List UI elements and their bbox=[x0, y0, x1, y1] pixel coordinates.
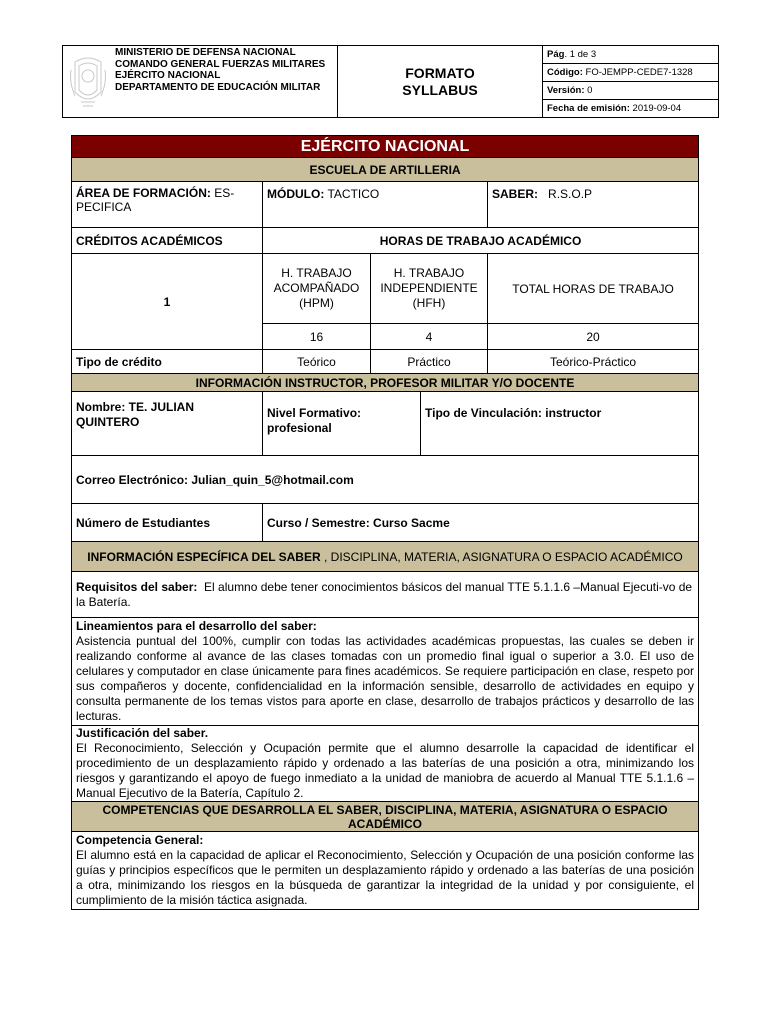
guidelines-text: Asistencia puntual del 100%, cumplir con todas las actividades académicas propuestas, las cuales se deben ir realizando conforme al avance de las clases tomadas con un promedio final igual o superior a 3.0. El uso de celulares y computador en clase únicamente para fines académicos. Se requiere participación en clase, respeto por sus compañeros y docente, confidencialidad en la información sensible, desarrollo de actividades en equipo y consulta permanente de los temas vistos para aporte en clase, desarrollo de trabajos prácticos y desarrollo de las lecturas. bbox=[76, 634, 695, 723]
specific-info-section-header bbox=[72, 542, 699, 572]
specific-info-subtitle: , DISCIPLINA, MATERIA, ASIGNATURA O ESPACIO ACADÉMICO bbox=[320, 549, 683, 564]
title-line-2: SYLLABUS bbox=[402, 81, 478, 98]
hpm-label: H. TRABAJO ACOMPAÑADO (HPM) bbox=[263, 254, 371, 324]
credit-type-theoretical: Teórico bbox=[263, 350, 371, 374]
student-count-label: Número de Estudiantes bbox=[72, 504, 263, 542]
page-value: . 1 de 3 bbox=[564, 49, 597, 60]
version-label: Versión: bbox=[547, 85, 585, 96]
hfh-label: H. TRABAJO INDEPENDIENTE (HFH) bbox=[371, 254, 488, 324]
justification-label: Justificación del saber. bbox=[76, 726, 209, 740]
module-value: TACTICO bbox=[327, 187, 380, 201]
organization-lines bbox=[115, 47, 325, 93]
date-label: Fecha de emisión: bbox=[547, 103, 630, 114]
training-level: Nivel Formativo: profesional bbox=[263, 392, 421, 456]
specific-info-title: INFORMACIÓN ESPECÍFICA DEL SABER bbox=[87, 549, 321, 564]
competency-label: Competencia General: bbox=[76, 833, 204, 847]
syllabus-table bbox=[71, 135, 699, 910]
requirements-label: Requisitos del saber: bbox=[76, 579, 198, 594]
total-hours-value: 20 bbox=[488, 324, 699, 350]
credits-label: CRÉDITOS ACADÉMICOS bbox=[72, 228, 263, 254]
requirements-cell bbox=[72, 572, 699, 618]
instructor-name: Nombre: TE. JULIAN QUINTERO bbox=[72, 392, 263, 456]
credit-type-practical: Práctico bbox=[371, 350, 488, 374]
org-line-ministry: MINISTERIO DE DEFENSA NACIONAL bbox=[115, 47, 296, 58]
date-value: 2019-09-04 bbox=[632, 103, 682, 114]
competencies-section-header: COMPETENCIAS QUE DESARROLLA EL SABER, DISCIPLINA, MATERIA, ASIGNATURA O ESPACIO ACADÉMICO bbox=[72, 802, 699, 832]
org-line-command: COMANDO GENERAL FUERZAS MILITARES bbox=[115, 58, 326, 70]
hpm-value: 16 bbox=[263, 324, 371, 350]
saber-label: SABER: bbox=[492, 187, 539, 201]
instructor-email: Correo Electrónico: Julian_quin_5@hotmail.com bbox=[72, 456, 699, 504]
saber-value: R.S.O.P bbox=[548, 187, 593, 201]
issue-date bbox=[543, 100, 719, 118]
guidelines-label: Lineamientos para el desarrollo del saber: bbox=[76, 619, 317, 633]
document-code bbox=[543, 64, 719, 82]
page-label: Pág bbox=[547, 49, 565, 60]
module-label: MÓDULO: bbox=[267, 187, 325, 201]
link-type: Tipo de Vinculación: instructor bbox=[421, 392, 699, 456]
requirements-text: El alumno debe tener conocimientos básicos del manual TTE 5.1.1.6 –Manual Ejecuti-vo de la Batería. bbox=[76, 579, 693, 609]
version-value: 0 bbox=[587, 85, 593, 96]
document-version bbox=[543, 82, 719, 100]
org-line-department: DEPARTAMENTO DE EDUCACIÓN MILITAR bbox=[115, 81, 321, 93]
institution-banner: EJÉRCITO NACIONAL bbox=[72, 136, 699, 158]
school-name: ESCUELA DE ARTILLERIA bbox=[72, 158, 699, 182]
credit-type-label: Tipo de crédito bbox=[72, 350, 263, 374]
hfh-value: 4 bbox=[371, 324, 488, 350]
competency-cell bbox=[72, 832, 699, 910]
code-value: FO-JEMPP-CEDE7-1328 bbox=[585, 67, 693, 78]
credits-value: 1 bbox=[72, 254, 263, 350]
hours-label: HORAS DE TRABAJO ACADÉMICO bbox=[263, 228, 699, 254]
page-number bbox=[543, 46, 719, 64]
org-line-army: EJÉRCITO NACIONAL bbox=[115, 70, 221, 81]
training-area-label: ÁREA DE FORMACIÓN: bbox=[76, 186, 211, 200]
document-header bbox=[62, 45, 719, 118]
competency-text: El alumno está en la capacidad de aplicar el Reconocimiento, Selección y Ocupación de una posición conforme las guías y principios específicos que le permiten un desplazamiento rápido y ordenado a las baterías de una posición a otra, minimizando los riesgos en la búsqueda de garantizar la integridad de la unidad y por consiguiente, el cumplimiento de la misión táctica asignada. bbox=[76, 848, 695, 907]
module-cell bbox=[263, 182, 488, 228]
training-area-value: ES-PECIFICA bbox=[76, 186, 235, 214]
justification-text: El Reconocimiento, Selección y Ocupación permite que el alumno desarrolle la capacidad de identificar el procedimiento de un desplazamiento rápido y ordenado a las baterías de una posición a otra, minimizando los riesgos y garantizando el apoyo de fuego inmediato a la unidad de maniobra de acuerdo al Manual TTE 5.1.1.6 –Manual Ejecutivo de la Batería, Capítulo 2. bbox=[76, 741, 695, 800]
code-label: Código: bbox=[547, 67, 583, 78]
saber-cell bbox=[488, 182, 699, 228]
organization-block bbox=[63, 46, 338, 118]
credit-type-mixed: Teórico-Práctico bbox=[488, 350, 699, 374]
training-area-cell bbox=[72, 182, 263, 228]
guidelines-cell bbox=[72, 618, 699, 726]
document-title bbox=[338, 46, 543, 118]
total-hours-label: TOTAL HORAS DE TRABAJO bbox=[488, 254, 699, 324]
justification-cell bbox=[72, 726, 699, 802]
course-semester: Curso / Semestre: Curso Sacme bbox=[263, 504, 699, 542]
title-line-1: FORMATO bbox=[405, 64, 475, 81]
seal-icon bbox=[67, 52, 109, 110]
instructor-section-header: INFORMACIÓN INSTRUCTOR, PROFESOR MILITAR Y/O DOCENTE bbox=[72, 374, 699, 392]
